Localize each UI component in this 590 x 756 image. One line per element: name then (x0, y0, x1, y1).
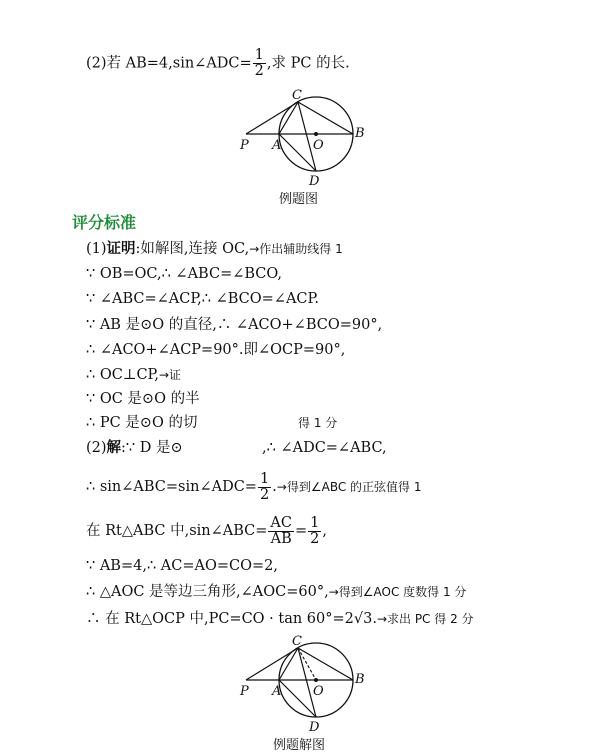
line-ca (279, 648, 298, 680)
center-dot (314, 678, 318, 682)
label-d: D (309, 720, 320, 732)
solution-line-7: ∵ OC 是⊙O 的半 (86, 391, 200, 407)
label-o: O (313, 138, 324, 153)
solution-line-1: (1)证明:如解图,连接 OC,→作出辅助线得 1 (86, 240, 343, 257)
solution-line-5: ∴ ∠ACO+∠ACP=90°.即∠OCP=90°, (86, 342, 346, 358)
label-o: O (313, 684, 324, 699)
line-pc (246, 648, 298, 680)
label-a: A (272, 138, 282, 153)
fraction-one-half: $\frac{1}{2}$ (310, 514, 320, 547)
label-b: B (355, 126, 365, 141)
label-c: C (292, 634, 302, 649)
solution-line-9-end: ,∴ ∠ADC=∠ABC, (262, 440, 387, 456)
figure-caption: 例题图 (279, 192, 319, 207)
line-pc (246, 102, 298, 134)
label-a: A (272, 684, 282, 699)
line-cb (298, 648, 353, 680)
line-cd (298, 102, 316, 171)
line-ca (279, 102, 298, 134)
label-p: P (240, 684, 249, 699)
solution-line-6: ∴ OC⊥CP,→证 (86, 367, 182, 383)
solution-line-11: 在 Rt△ABC 中,sin∠ABC= $\frac{AC}{AB}$ = $\frac{1}{2}$ , (86, 514, 327, 547)
section-heading: 评分标准 (72, 213, 137, 232)
label-p: P (240, 138, 249, 153)
label-c: C (292, 88, 302, 103)
solution-line-12: ∵ AB=4,∴ AC=AO=CO=2, (86, 558, 278, 574)
solution-line-3: ∵ ∠ABC=∠ACP,∴ ∠BCO=∠ACP. (86, 291, 319, 307)
solution-line-14: ∴ 在 Rt△OCP 中,PC=CO · tan 60°=2√3.→求出 PC 得 2 分 (86, 611, 474, 627)
question-2: (2)若 AB=4,sin∠ADC= $\frac{1}{2}$ ,求 PC 的长. (86, 47, 350, 79)
figure-caption: 例题解图 (273, 738, 326, 753)
solution-line-8-note: 得 1 分 (298, 416, 338, 430)
fraction-one-half: $\frac{1}{2}$ (259, 470, 270, 503)
fraction-one-half: $\frac{1}{2}$ (254, 47, 264, 79)
solution-line-4: ∵ AB 是⊙O 的直径,∴ ∠ACO+∠BCO=90°, (86, 317, 383, 333)
center-dot (314, 132, 318, 136)
fraction-ac-over-ab: $\frac{AC}{AB}$ (270, 514, 292, 547)
example-figure (236, 86, 366, 186)
line-cb (298, 102, 353, 134)
solution-figure (236, 632, 366, 732)
label-b: B (355, 672, 365, 687)
solution-line-13: ∴ △AOC 是等边三角形,∠AOC=60°,→得到∠AOC 度数得 1 分 (86, 584, 467, 600)
solution-line-8: ∴ PC 是⊙O 的切 (86, 415, 198, 431)
solution-line-9: (2)解:∵ D 是⊙ (86, 439, 183, 456)
line-cd (298, 648, 316, 717)
label-d: D (309, 174, 320, 186)
solution-line-2: ∵ OB=OC,∴ ∠ABC=∠BCO, (86, 266, 283, 282)
solution-line-10: ∴ sin∠ABC=sin∠ADC= $\frac{1}{2}$ .→得到∠ABC 的正弦值得 1 (86, 470, 422, 503)
